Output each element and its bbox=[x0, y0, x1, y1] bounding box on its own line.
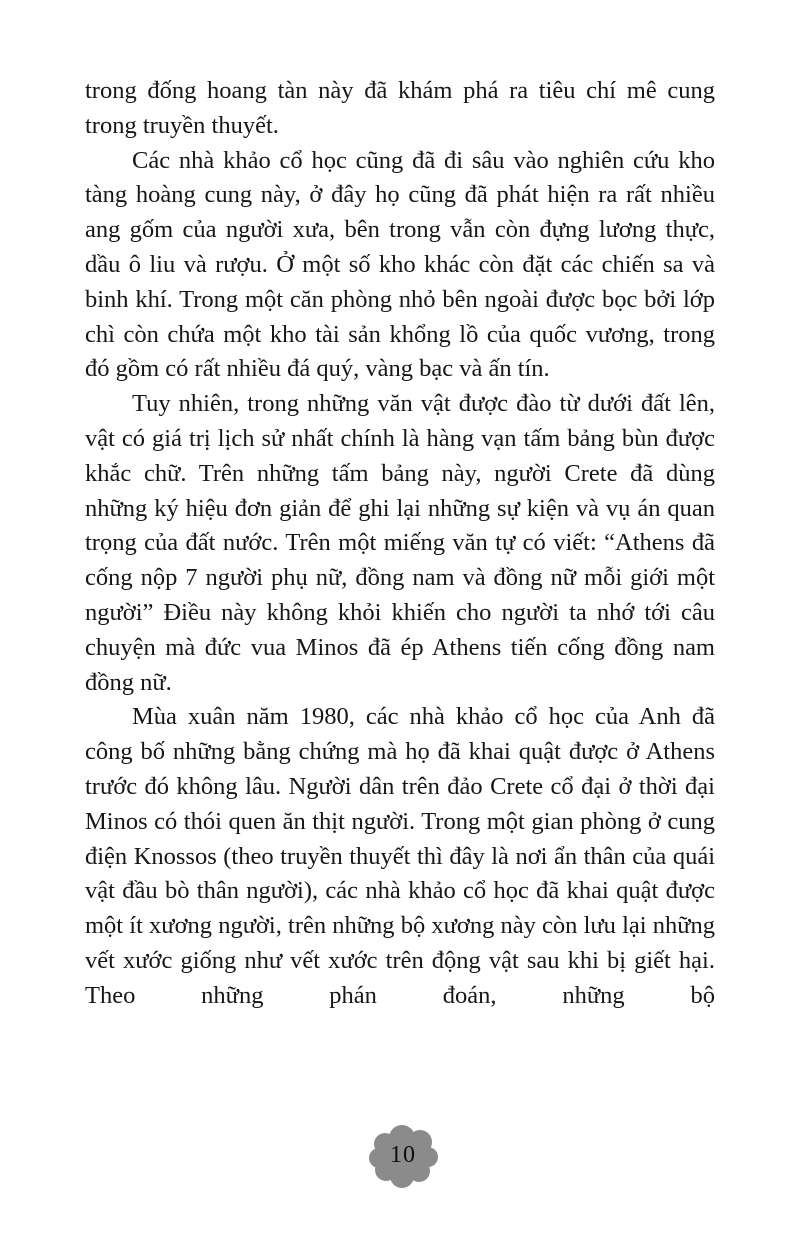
page-number: 10 bbox=[390, 1141, 416, 1168]
paragraph: Các nhà khảo cổ học cũng đã đi sâu vào nghiên cứu kho tàng hoàng cung này, ở đây họ cũng đã phát hiện ra rất nhiều ang gốm của người xưa, bên trong vẫn còn đựng lương thực, dầu ô liu và rượu. Ở một số kho khác còn đặt các chiến sa và binh khí. Trong một căn phòng nhỏ bên ngoài được bọc bởi lớp chì còn chứa một kho tài sản khổng lồ của quốc vương, trong đó gồm có rất nhiều đá quý, vàng bạc và ấn tín. bbox=[85, 146, 715, 383]
paragraph: Tuy nhiên, trong những văn vật được đào từ dưới đất lên, vật có giá trị lịch sử nhất chính là hàng vạn tấm bảng bùn được khắc chữ. Trên những tấm bảng này, người Crete đã dùng những ký hiệu đơn giản để ghi lại những sự kiện và vụ án quan trọng của đất nước. Trên một miếng văn tự có viết: “Athens đã cống nộp 7 người phụ nữ, đồng nam và đồng nữ mỗi giới một người” Điều này không khỏi khiến cho người ta nhớ tới câu chuyện mà đức vua Minos đã ép Athens tiến cống đồng nam đồng nữ. bbox=[85, 390, 715, 696]
page-number-badge bbox=[367, 1123, 439, 1190]
paragraph: Mùa xuân năm 1980, các nhà khảo cổ học của Anh đã công bố những bằng chứng mà họ đã khai quật được ở Athens trước đó không lâu. Người dân trên đảo Crete cổ đại ở thời đại Minos có thói quen ăn thịt người. Trong một gian phòng ở cung điện Knossos (theo truyền thuyết thì đây là nơi ẩn thân của quái vật đầu bò thân người), các nhà khảo cổ học đã khai quật được một ít xương người, trên những bộ xương này còn lưu lại những vết xước giống như vết xước trên động vật sau khi bị giết hại. Theo những phán đoán, những bộ bbox=[85, 703, 715, 1009]
paragraph-continuation: trong đống hoang tàn này đã khám phá ra tiêu chí mê cung trong truyền thuyết. bbox=[85, 77, 715, 139]
page-text bbox=[85, 74, 715, 1014]
